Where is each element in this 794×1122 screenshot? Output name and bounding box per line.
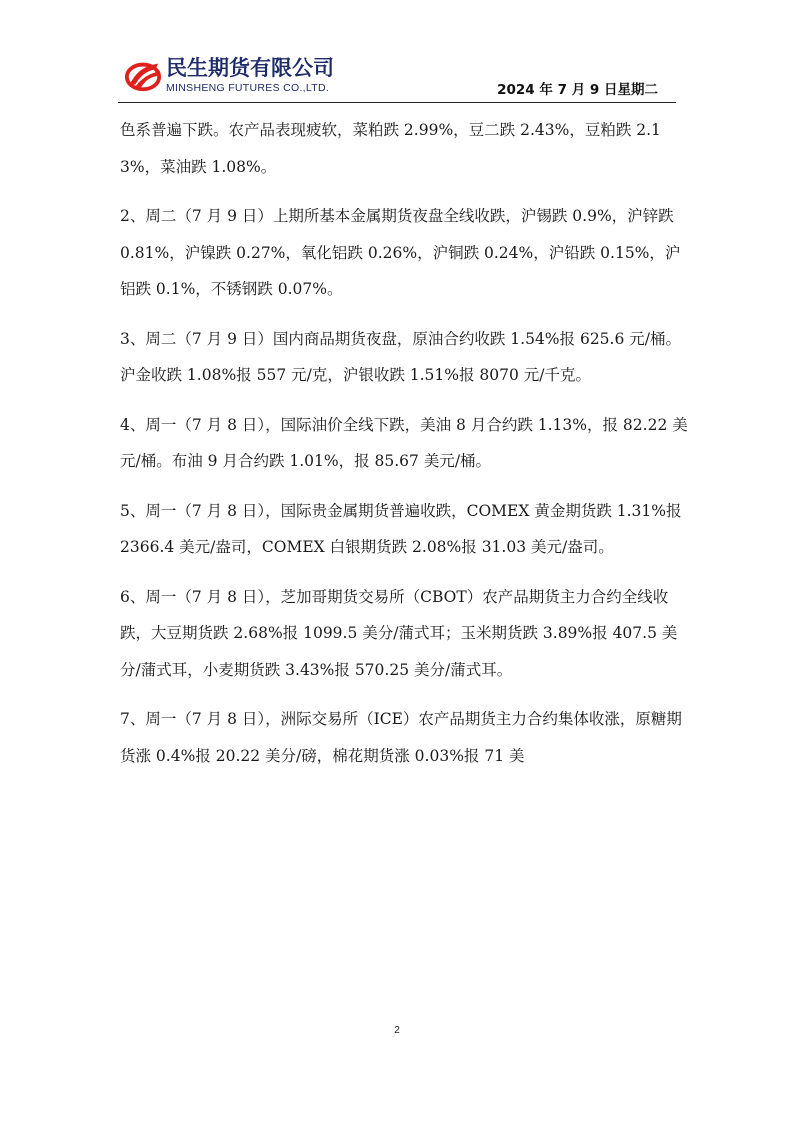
report-date: 2024 年 7 月 9 日星期二 xyxy=(497,82,658,98)
company-logo xyxy=(124,56,334,96)
paragraph-item-3: 3、周二（7 月 9 日）国内商品期货夜盘，原油合约收跌 1.54%报 625.6 元/桶。沪金收跌 1.08%报 557 元/克，沪银收跌 1.51%报 8070 元/千克。 xyxy=(120,329,681,384)
minsheng-logo-icon xyxy=(124,56,162,94)
company-name-cn: 民生期货有限公司 xyxy=(166,56,334,80)
page-header xyxy=(118,52,676,103)
paragraph-item-5: 5、周一（7 月 8 日），国际贵金属期货普遍收跌，COMEX 黄金期货跌 1.31%报 2366.4 美元/盎司，COMEX 白银期货跌 2.08%报 31.03 美元/盎司。 xyxy=(120,501,682,556)
paragraph-item-6: 6、周一（7 月 8 日），芝加哥期货交易所（CBOT）农产品期货主力合约全线收跌，大豆期货跌 2.68%报 1099.5 美分/蒲式耳；玉米期货跌 3.89%报 407.5 美分/蒲式耳，小麦期货跌 3.43%报 570.25 美分/蒲式耳。 xyxy=(120,587,678,679)
company-name-en: MINSHENG FUTURES CO.,LTD. xyxy=(166,82,330,94)
paragraph-item-4: 4、周一（7 月 8 日），国际油价全线下跌，美油 8 月合约跌 1.13%，报 82.22 美元/桶。布油 9 月合约跌 1.01%，报 85.67 美元/桶。 xyxy=(120,415,688,470)
paragraph-item-7: 7、周一（7 月 8 日），洲际交易所（ICE）农产品期货主力合约集体收涨，原糖期货涨 0.4%报 20.22 美分/磅，棉花期货涨 0.03%报 71 美 xyxy=(120,710,682,765)
page-number: 2 xyxy=(394,1025,400,1036)
document-body xyxy=(120,112,692,787)
paragraph-item-2: 2、周二（7 月 9 日）上期所基本金属期货夜盘全线收跌，沪锡跌 0.9%，沪锌跌 0.81%，沪镍跌 0.27%，氧化铝跌 0.26%，沪铜跌 0.24%，沪铅跌 0.15%，沪铝跌 0.1%，不锈钢跌 0.07%。 xyxy=(120,207,681,298)
paragraph-continued: 色系普遍下跌。农产品表现疲软，菜粕跌 2.99%，豆二跌 2.43%，豆粕跌 2.13%，菜油跌 1.08%。 xyxy=(120,121,661,176)
